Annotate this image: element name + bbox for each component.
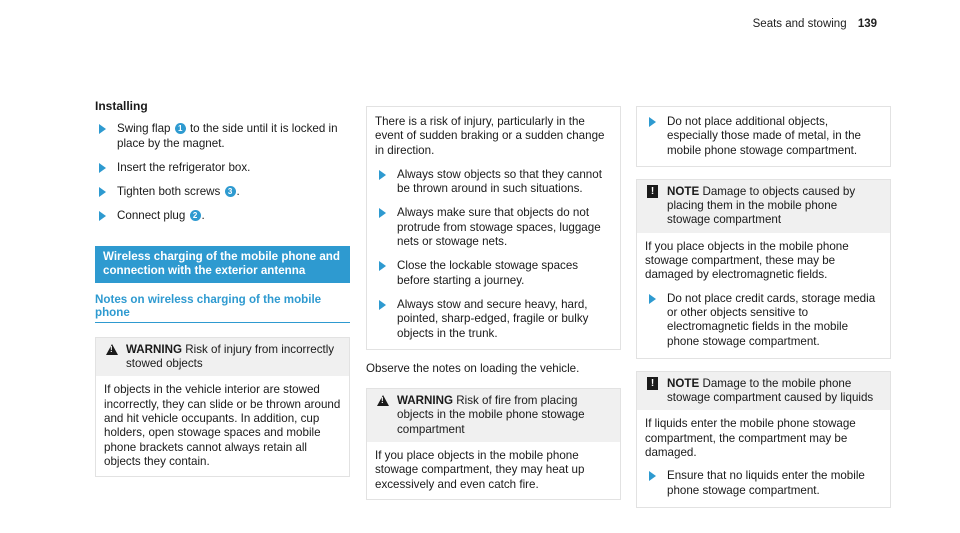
list-item bbox=[645, 115, 882, 158]
note-box bbox=[636, 371, 891, 508]
note-text: If liquids enter the mobile phone stowage compartment, the compartment may be damaged. bbox=[645, 417, 856, 460]
observe-note: Observe the notes on loading the vehicle. bbox=[366, 361, 580, 375]
note-body bbox=[637, 233, 890, 358]
step-text: Swing flap bbox=[117, 122, 174, 136]
list-item bbox=[375, 168, 612, 197]
warning-label: WARNING bbox=[126, 342, 183, 356]
sub-heading: Notes on wireless charging of the mobile phone bbox=[95, 293, 350, 323]
note-label: NOTE bbox=[667, 376, 700, 390]
warning-text: If you place objects in the mobile phone stowage compartment, they may heat up excessively and even catch fire. bbox=[375, 449, 585, 491]
warning-continuation-text: There is a risk of injury, particularly in the event of sudden braking or a sudden change in direction. bbox=[375, 115, 605, 157]
list-item bbox=[375, 259, 612, 288]
warning-box bbox=[366, 388, 621, 500]
step-text: to the side until it is locked in place by the magnet. bbox=[117, 122, 338, 150]
step-text: Always make sure that objects do not protrude from stowage spaces, luggage nets or stowage nets. bbox=[397, 206, 601, 249]
arrow-bullet-icon bbox=[379, 300, 386, 310]
page-number: 139 bbox=[857, 18, 877, 30]
column-1 bbox=[95, 99, 350, 477]
note-title: Damage to the mobile phone stowage compartment caused by liquids bbox=[667, 376, 874, 405]
list-item bbox=[95, 122, 350, 151]
warning-title: Risk of injury from incorrectly stowed objects bbox=[126, 342, 335, 371]
note-box bbox=[636, 179, 891, 359]
warning-label: WARNING bbox=[397, 394, 454, 408]
warning-box bbox=[95, 337, 350, 477]
section-heading: Wireless charging of the mobile phone and connection with the exterior antenna bbox=[95, 246, 350, 283]
section-title: Seats and stowing bbox=[752, 18, 847, 30]
arrow-bullet-icon bbox=[99, 211, 106, 221]
list-item bbox=[95, 185, 350, 199]
page-header bbox=[753, 17, 877, 31]
step-text: Do not place credit cards, storage media or other objects sensitive to electromagnetic fields in the mobile phone stowage compartment. bbox=[667, 291, 876, 348]
installing-heading: Installing bbox=[95, 99, 148, 113]
arrow-bullet-icon bbox=[379, 261, 386, 271]
step-text: Connect plug bbox=[117, 209, 189, 223]
warning-header bbox=[96, 338, 349, 377]
callout-number: 3 bbox=[225, 186, 236, 197]
exclamation-icon: ! bbox=[647, 377, 658, 390]
arrow-bullet-icon bbox=[649, 294, 656, 304]
exclamation-icon: ! bbox=[647, 185, 658, 198]
step-text: Always stow and secure heavy, hard, pointed, sharp-edged, fragile or bulky objects in the trunk. bbox=[397, 297, 589, 340]
step-text: . bbox=[201, 209, 205, 223]
list-item bbox=[375, 206, 612, 249]
warning-header bbox=[367, 389, 620, 442]
arrow-bullet-icon bbox=[99, 124, 106, 134]
arrow-bullet-icon bbox=[99, 163, 106, 173]
list-item bbox=[375, 298, 612, 341]
arrow-bullet-icon bbox=[649, 117, 656, 127]
callout-number: 1 bbox=[175, 123, 186, 134]
note-header bbox=[637, 180, 890, 233]
warning-continuation-box bbox=[636, 106, 891, 167]
warning-title: Risk of fire from placing objects in the mobile phone stowage compartment bbox=[397, 394, 585, 436]
step-text: Insert the refrigerator box. bbox=[117, 160, 251, 174]
note-title: Damage to objects caused by placing them in the mobile phone stowage compartment bbox=[667, 184, 856, 227]
note-header bbox=[637, 372, 890, 411]
step-text: Always stow objects so that they cannot be thrown around in such situations. bbox=[397, 167, 602, 196]
step-text: Tighten both screws bbox=[117, 185, 224, 199]
arrow-bullet-icon bbox=[379, 170, 386, 180]
list-item bbox=[645, 292, 882, 349]
warning-triangle-icon bbox=[106, 344, 118, 355]
step-text: Ensure that no liquids enter the mobile phone stowage compartment. bbox=[667, 469, 865, 497]
column-3 bbox=[636, 106, 891, 508]
list-item bbox=[95, 161, 350, 175]
list-item bbox=[645, 469, 882, 498]
arrow-bullet-icon bbox=[99, 187, 106, 197]
warning-continuation-box bbox=[366, 106, 621, 350]
step-text: Do not place additional objects, especially those made of metal, in the mobile phone stowage compartment. bbox=[667, 115, 861, 157]
list-item bbox=[95, 209, 350, 223]
note-text: If you place objects in the mobile phone stowage compartment, these may be damaged by electromagnetic fields. bbox=[645, 239, 849, 282]
arrow-bullet-icon bbox=[649, 471, 656, 481]
warning-body bbox=[367, 442, 620, 499]
step-text: Close the lockable stowage spaces before starting a journey. bbox=[397, 259, 579, 287]
callout-number: 2 bbox=[190, 210, 201, 221]
warning-triangle-icon bbox=[377, 395, 389, 406]
step-text: . bbox=[236, 185, 240, 199]
note-body bbox=[637, 410, 890, 506]
arrow-bullet-icon bbox=[379, 208, 386, 218]
note-label: NOTE bbox=[667, 184, 700, 198]
warning-body bbox=[96, 376, 349, 476]
column-2 bbox=[366, 106, 621, 500]
warning-text: If objects in the vehicle interior are stowed incorrectly, they can slide or be thrown around and hit vehicle occupants. In addition, cup holders, open stowage spaces and mobile phone brackets cannot always retain all objects they contain. bbox=[104, 383, 341, 468]
